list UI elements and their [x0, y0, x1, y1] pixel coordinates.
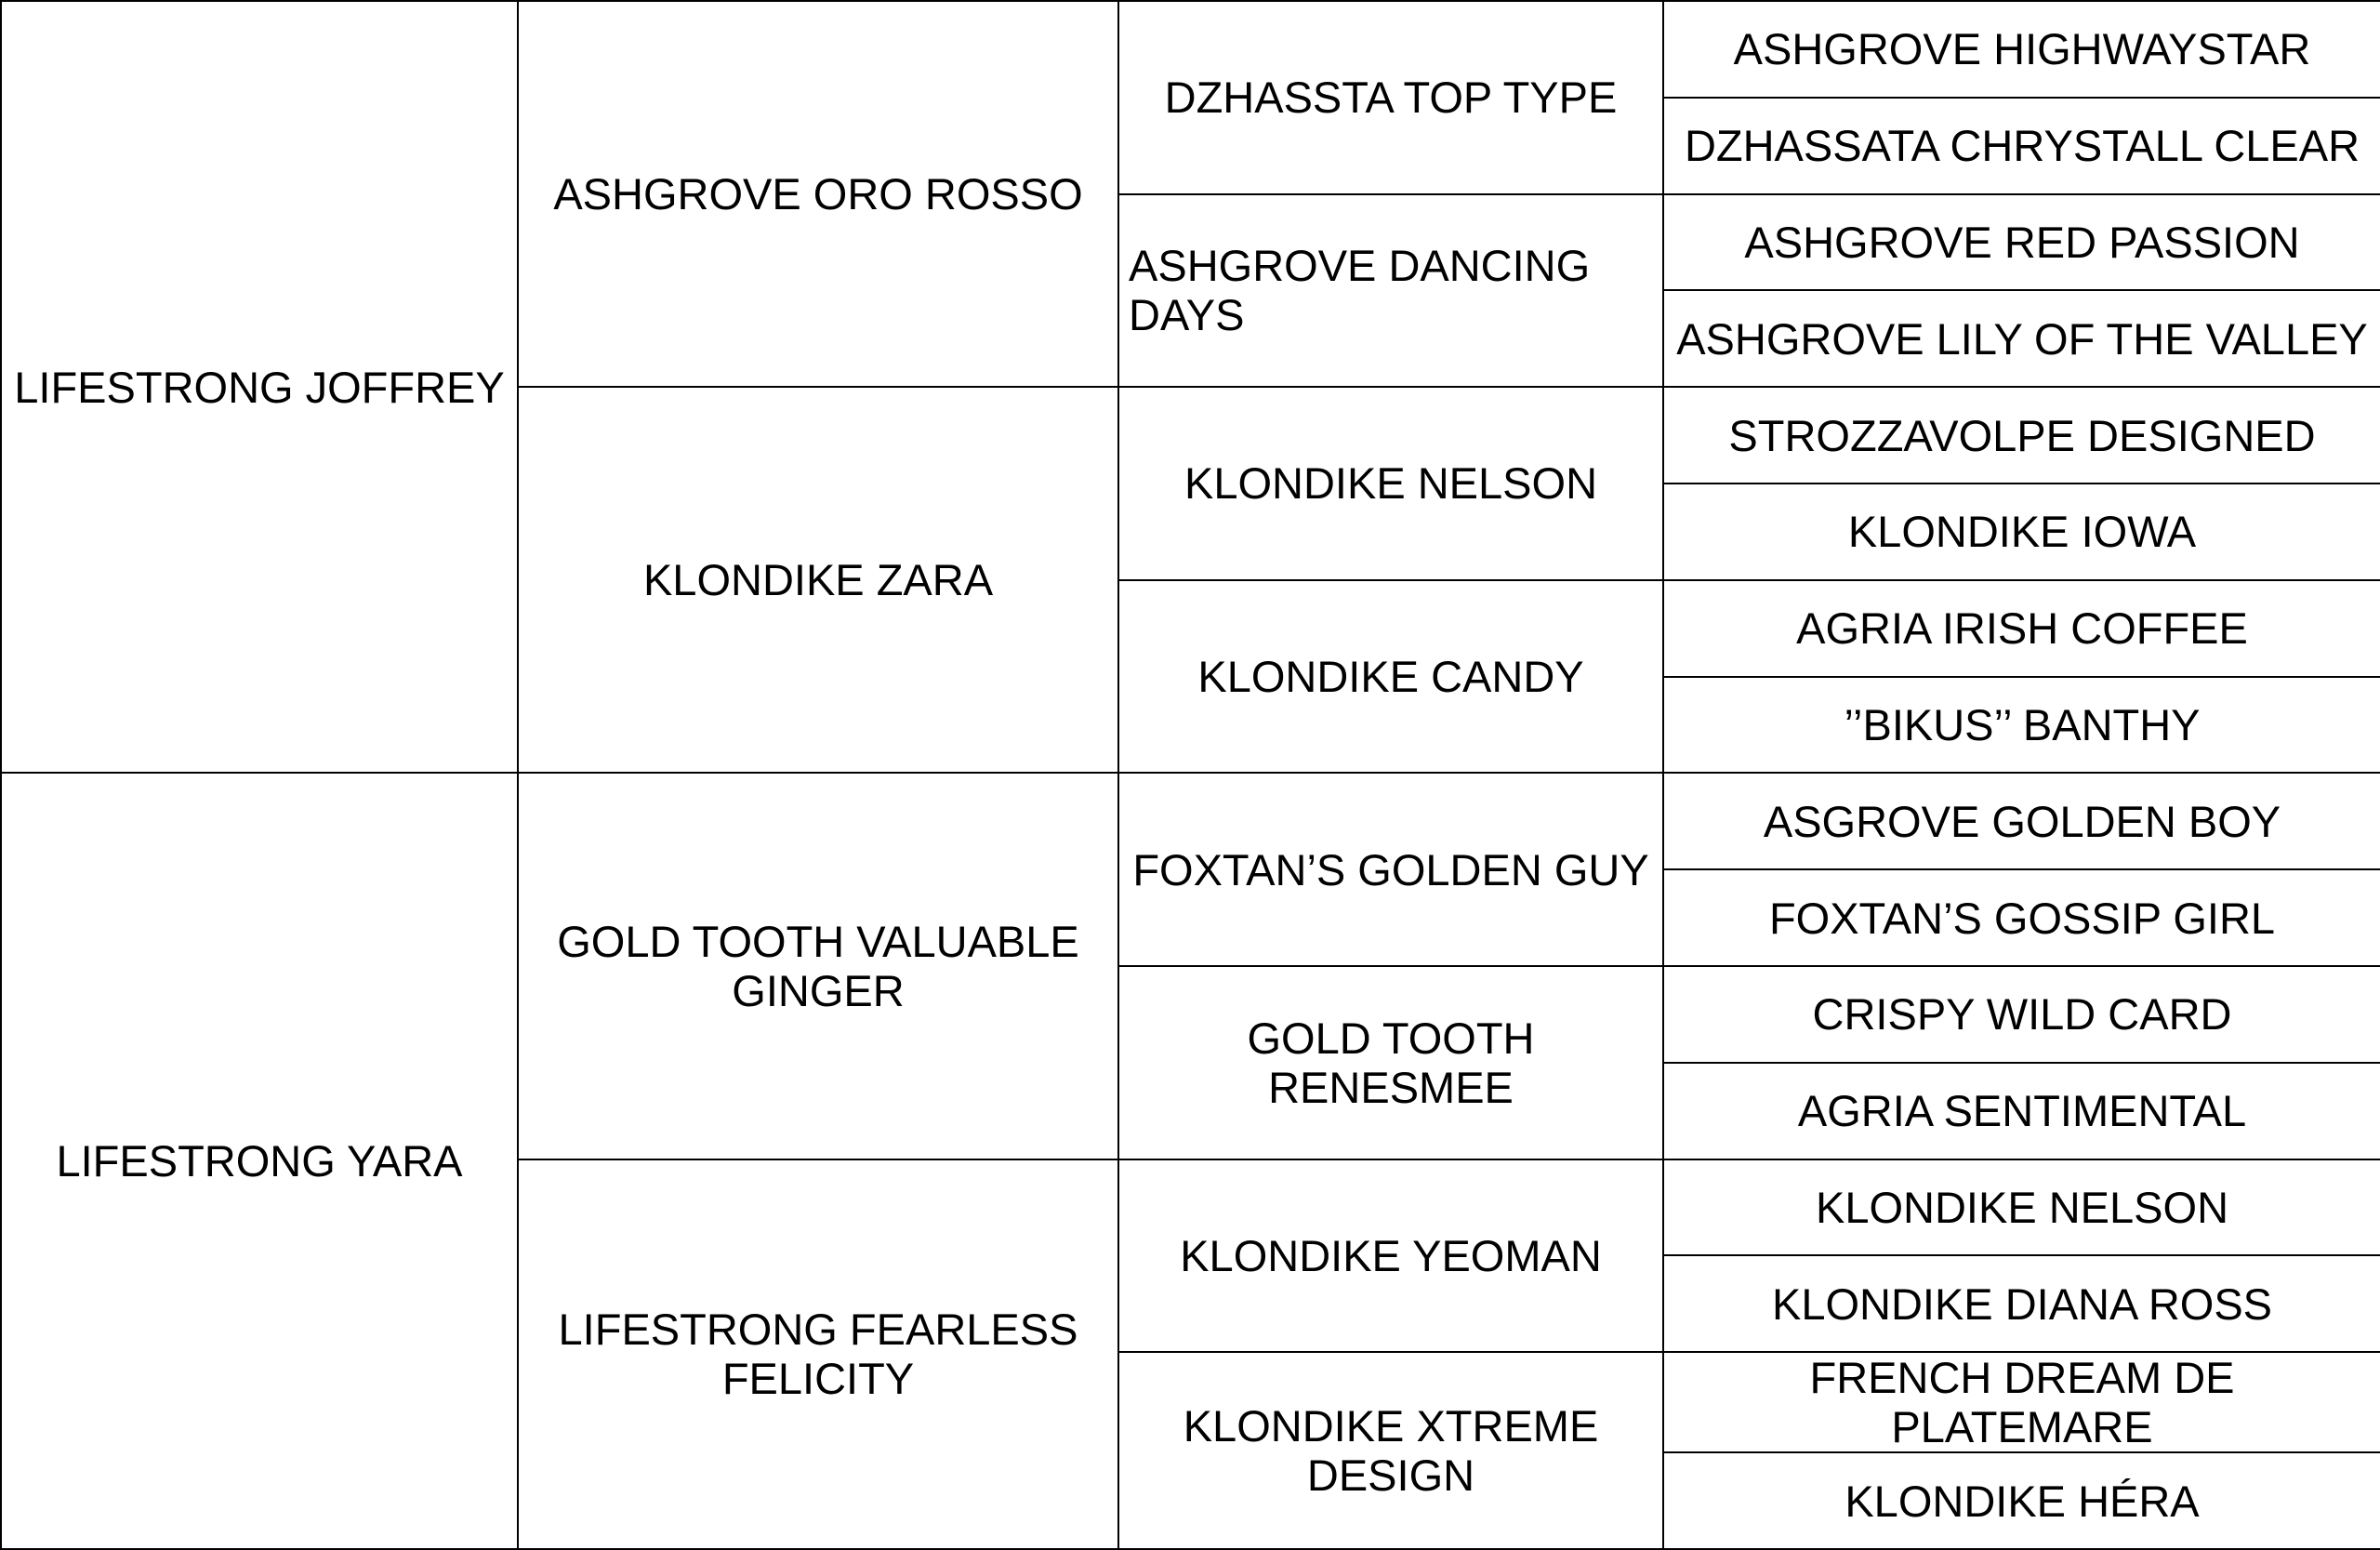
gen4-cell: ASHGROVE RED PASSION: [1663, 194, 2380, 291]
gen4-cell: ASGROVE GOLDEN BOY: [1663, 773, 2380, 869]
gen2-cell: GOLD TOOTH VALUABLE GINGER: [518, 773, 1118, 1159]
gen4-cell: AGRIA SENTIMENTAL: [1663, 1063, 2380, 1159]
gen4-cell: AGRIA IRISH COFFEE: [1663, 580, 2380, 677]
gen2-cell: ASHGROVE ORO ROSSO: [518, 1, 1118, 387]
gen1-cell: LIFESTRONG JOFFREY: [1, 1, 518, 773]
gen3-cell: FOXTAN’S GOLDEN GUY: [1118, 773, 1663, 966]
gen4-cell: FOXTAN’S GOSSIP GIRL: [1663, 869, 2380, 966]
table-row: [1, 773, 2380, 869]
gen4-cell: KLONDIKE DIANA ROSS: [1663, 1255, 2380, 1352]
gen4-cell: DZHASSATA CHRYSTALL CLEAR: [1663, 98, 2380, 194]
gen4-cell: KLONDIKE IOWA: [1663, 484, 2380, 580]
gen4-cell: ASHGROVE HIGHWAYSTAR: [1663, 1, 2380, 98]
gen3-cell: ASHGROVE DANCING DAYS: [1118, 194, 1663, 388]
gen3-cell: KLONDIKE CANDY: [1118, 580, 1663, 774]
gen4-cell: CRISPY WILD CARD: [1663, 966, 2380, 1063]
gen4-cell: STROZZAVOLPE DESIGNED: [1663, 387, 2380, 484]
gen3-cell: KLONDIKE NELSON: [1118, 387, 1663, 580]
table-row: [1, 1, 2380, 98]
gen1-cell: LIFESTRONG YARA: [1, 773, 518, 1549]
gen4-cell: FRENCH DREAM DE PLATEMARE: [1663, 1352, 2380, 1452]
gen4-cell: ASHGROVE LILY OF THE VALLEY: [1663, 290, 2380, 387]
gen4-cell: KLONDIKE HÉRA: [1663, 1452, 2380, 1549]
gen3-cell: KLONDIKE XTREME DESIGN: [1118, 1352, 1663, 1549]
gen3-cell: GOLD TOOTH RENESMEE: [1118, 966, 1663, 1159]
gen3-cell: KLONDIKE YEOMAN: [1118, 1159, 1663, 1353]
gen4-cell: ’’BIKUS’’ BANTHY: [1663, 677, 2380, 774]
gen4-cell: KLONDIKE NELSON: [1663, 1159, 2380, 1256]
gen2-cell: LIFESTRONG FEARLESS FELICITY: [518, 1159, 1118, 1549]
gen2-cell: KLONDIKE ZARA: [518, 387, 1118, 773]
gen3-cell: DZHASSTA TOP TYPE: [1118, 1, 1663, 194]
